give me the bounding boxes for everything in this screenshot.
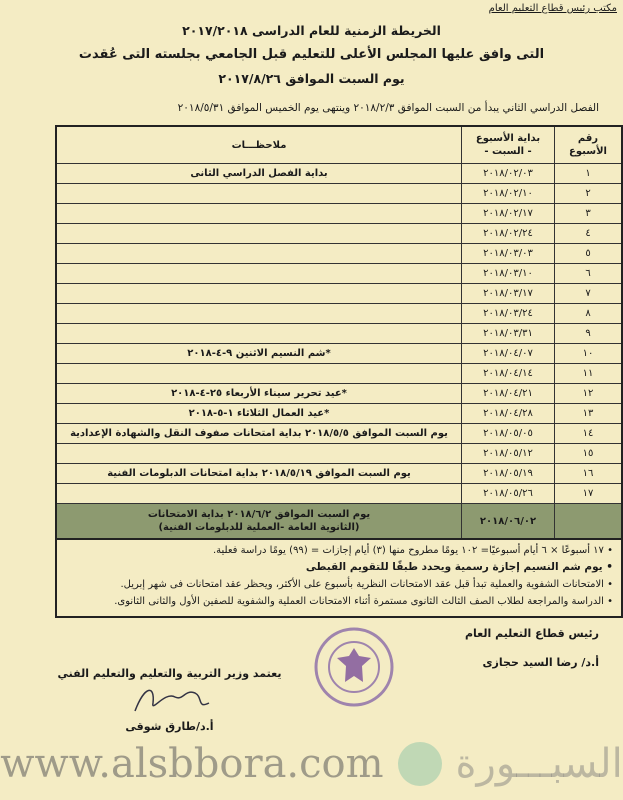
week-note: بداية الفصل الدراسي الثانى bbox=[56, 164, 462, 184]
minister-signature-block bbox=[30, 626, 309, 734]
table-row bbox=[56, 364, 622, 384]
week-start-date: ٢٠١٨/٠٥/١٢ bbox=[462, 444, 555, 464]
week-number: ٤ bbox=[555, 224, 623, 244]
week-number: ١٤ bbox=[555, 424, 623, 444]
week-number: ٨ bbox=[555, 304, 623, 324]
week-number: ٧ bbox=[555, 284, 623, 304]
week-note bbox=[56, 324, 462, 344]
final-note-2: (الثانوية العامة -العملية للدبلومات الفنية) bbox=[158, 522, 360, 533]
note-item: • يوم شم النسيم إجازة رسمية ويحدد طبقًا للتقويم القبطى bbox=[305, 561, 613, 573]
watermark bbox=[0, 740, 623, 788]
watermark-name: السبـــورة bbox=[455, 741, 623, 787]
week-start-date: ٢٠١٨/٠٥/١٩ bbox=[462, 464, 555, 484]
table-row-final bbox=[56, 504, 622, 540]
table-row bbox=[56, 164, 622, 184]
note-item: • ١٧ أسبوعًا × ٦ أيام أسبوعيًا= ١٠٢ يومًا مطروح منها (٣) أيام إجازات = (٩٩) يومًا دراسة فعلية. bbox=[212, 545, 613, 556]
week-start-date: ٢٠١٨/٠٣/٠٣ bbox=[462, 244, 555, 264]
schedule-table bbox=[55, 125, 623, 540]
week-note: *شم النسيم الاثنين ٩-٤-٢٠١٨ bbox=[56, 344, 462, 364]
week-note bbox=[56, 284, 462, 304]
final-date: ٢٠١٨/٠٦/٠٢ bbox=[462, 504, 555, 540]
week-start-date: ٢٠١٨/٠٥/٠٥ bbox=[462, 424, 555, 444]
week-number: ١١ bbox=[555, 364, 623, 384]
table-row bbox=[56, 264, 622, 284]
table-row bbox=[56, 344, 622, 364]
watermark-logo-icon bbox=[398, 742, 442, 786]
week-number: ١٢ bbox=[555, 384, 623, 404]
week-number: ٣ bbox=[555, 204, 623, 224]
header-start-label: بداية الأسبوع bbox=[475, 133, 541, 144]
week-number: ٢ bbox=[555, 184, 623, 204]
head-title: رئيس قطاع التعليم العام bbox=[464, 627, 599, 640]
table-row bbox=[56, 404, 622, 424]
week-note bbox=[56, 444, 462, 464]
title-line-3: يوم السبت الموافق ٢٠١٧/٨/٢٦ bbox=[218, 71, 405, 86]
week-start-date: ٢٠١٨/٠٢/١٠ bbox=[462, 184, 555, 204]
week-note bbox=[56, 244, 462, 264]
week-number: ١٦ bbox=[555, 464, 623, 484]
week-start-date: ٢٠١٨/٠٢/٠٣ bbox=[462, 164, 555, 184]
head-signature-block bbox=[399, 626, 599, 684]
week-start-date: ٢٠١٨/٠٢/٢٤ bbox=[462, 224, 555, 244]
week-number: ٥ bbox=[555, 244, 623, 264]
header-notes: ملاحظـــات bbox=[56, 126, 462, 164]
table-row bbox=[56, 384, 622, 404]
week-start-date: ٢٠١٨/٠٣/٢٤ bbox=[462, 304, 555, 324]
week-number: ٦ bbox=[555, 264, 623, 284]
week-start-date: ٢٠١٨/٠٤/٢٨ bbox=[462, 404, 555, 424]
final-note-1: يوم السبت الموافق ٢٠١٨/٦/٢ بداية الامتحانات bbox=[147, 509, 371, 520]
head-name: أ.د/ رضا السيد حجازى bbox=[482, 656, 599, 669]
signature-section bbox=[30, 626, 599, 734]
notes-box bbox=[55, 540, 623, 618]
week-note bbox=[56, 304, 462, 324]
week-note bbox=[56, 484, 462, 504]
week-note bbox=[56, 224, 462, 244]
week-note: *عيد تحرير سيناء الأربعاء ٢٥-٤-٢٠١٨ bbox=[56, 384, 462, 404]
week-note: يوم السبت الموافق ٢٠١٨/٥/٥ بداية امتحانات صفوف النقل والشهادة الإعدادية bbox=[56, 424, 462, 444]
semester-intro: الفصل الدراسي الثاني يبدأ من السبت الموافق ٢٠١٨/٢/٣ وينتهى يوم الخميس الموافق ٢٠١٨/٥/٣١ bbox=[177, 102, 599, 114]
week-start-date: ٢٠١٨/٠٤/١٤ bbox=[462, 364, 555, 384]
eagle-emblem-icon bbox=[337, 648, 371, 682]
week-start-date: ٢٠١٨/٠٢/١٧ bbox=[462, 204, 555, 224]
week-note: يوم السبت الموافق ٢٠١٨/٥/١٩ بداية امتحانات الدبلومات الفنية bbox=[56, 464, 462, 484]
week-start-date: ٢٠١٨/٠٤/٠٧ bbox=[462, 344, 555, 364]
week-note bbox=[56, 184, 462, 204]
week-note bbox=[56, 364, 462, 384]
week-start-date: ٢٠١٨/٠٥/٢٦ bbox=[462, 484, 555, 504]
table-row bbox=[56, 184, 622, 204]
week-note: *عيد العمال الثلاثاء ١-٥-٢٠١٨ bbox=[56, 404, 462, 424]
week-number: ١٧ bbox=[555, 484, 623, 504]
week-start-date: ٢٠١٨/٠٣/١٧ bbox=[462, 284, 555, 304]
week-number: ١٠ bbox=[555, 344, 623, 364]
watermark-url: www.alsbbora.com bbox=[0, 741, 384, 787]
signature-icon bbox=[125, 683, 215, 717]
week-number: ١٣ bbox=[555, 404, 623, 424]
note-item: • الدراسة والمراجعة لطلاب الصف الثالث الثانوى مستمرة أثناء الامتحانات العملية والشفوية للصفين الأول والثانى الثانوى. bbox=[114, 596, 613, 607]
header-start-sub: - السبت - bbox=[484, 146, 532, 157]
table-row bbox=[56, 284, 622, 304]
office-label: مكتب رئيس قطاع التعليم العام bbox=[488, 3, 617, 14]
table-row bbox=[56, 304, 622, 324]
week-start-date: ٢٠١٨/٠٣/١٠ bbox=[462, 264, 555, 284]
table-row bbox=[56, 464, 622, 484]
table-row bbox=[56, 484, 622, 504]
final-week bbox=[555, 504, 623, 540]
minister-name: أ.د/طارق شوقى bbox=[125, 720, 214, 733]
minister-title: يعتمد وزير التربية والتعليم والتعليم الفني bbox=[57, 667, 282, 680]
title-line-2: التى وافق عليها المجلس الأعلى للتعليم قبل الجامعي بجلسته التى عُقدت bbox=[78, 47, 545, 62]
header-week: رقم الأسبوع bbox=[555, 126, 623, 164]
note-item: • الامتحانات الشفوية والعملية تبدأ قبل عقد الامتحانات النظرية بأسبوع على الأكثر، ويحظر عقد امتحانات فى شهر إبريل. bbox=[120, 579, 613, 590]
table-row bbox=[56, 444, 622, 464]
week-note bbox=[56, 204, 462, 224]
seal-block bbox=[309, 626, 399, 708]
week-start-date: ٢٠١٨/٠٤/٢١ bbox=[462, 384, 555, 404]
week-number: ١٥ bbox=[555, 444, 623, 464]
title-line-1: الخريطة الزمنية للعام الدراسى ٢٠١٧/٢٠١٨ bbox=[182, 23, 441, 38]
header-start bbox=[462, 126, 555, 164]
table-row bbox=[56, 424, 622, 444]
final-note bbox=[56, 504, 462, 540]
official-seal-icon bbox=[313, 626, 395, 708]
table-row bbox=[56, 324, 622, 344]
week-note bbox=[56, 264, 462, 284]
table-row bbox=[56, 244, 622, 264]
table-row bbox=[56, 204, 622, 224]
week-number: ١ bbox=[555, 164, 623, 184]
week-number: ٩ bbox=[555, 324, 623, 344]
table-row bbox=[56, 224, 622, 244]
week-start-date: ٢٠١٨/٠٣/٣١ bbox=[462, 324, 555, 344]
